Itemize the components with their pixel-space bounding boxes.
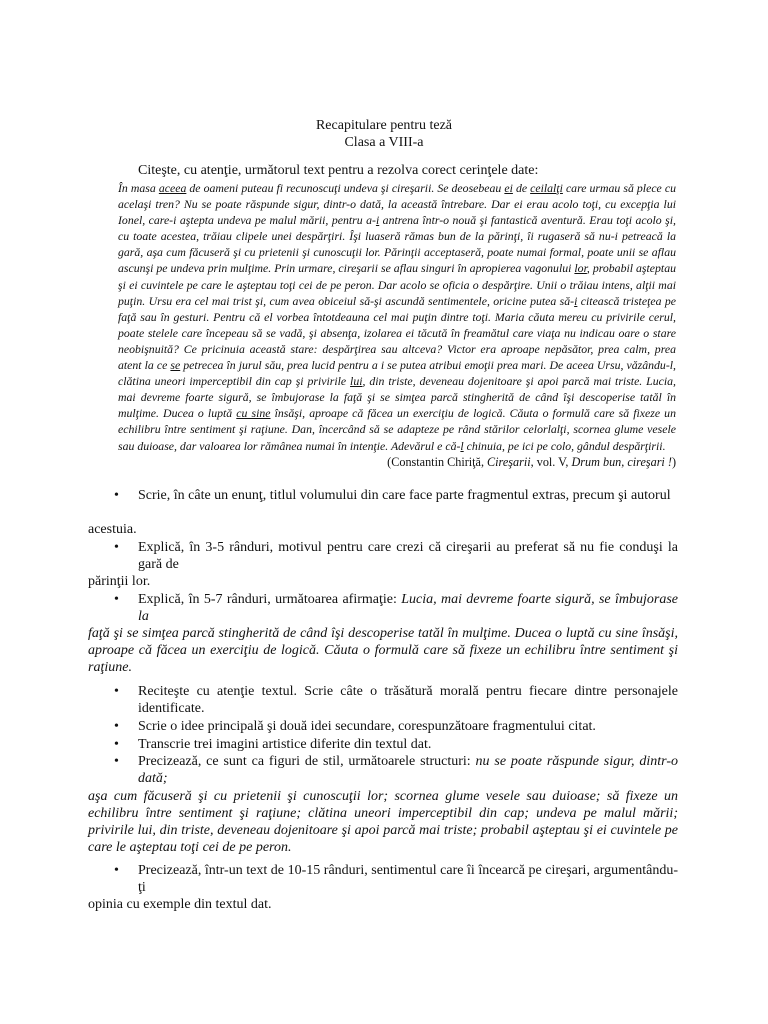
passage-text: antrena într-o nouă şi fantastică aventură. Erau toţi acolo şi, cu toate acestea, trăiau clipele unei despărţiri. Îşi luaseră rămas bun de la părinţi, îi rugaseră să nu-i petreacă la gară, aşa cum făcuseră şi cu prietenii şi cunoscuţii lor. Părinţii acceptaseră, poate numai formal, poate unii se aflau ascunşi pe undeva prin mulţime. Prin urmare, cireşarii se aflau singuri în apropierea vagonului — [118, 213, 676, 276]
bullet-icon: • — [114, 754, 119, 769]
underlined-word: i — [574, 293, 578, 308]
passage-text: de — [512, 181, 531, 195]
bullet-icon: • — [114, 737, 119, 752]
question-3-text: Explică, în 5-7 rânduri, următoarea afirmaţie: — [138, 592, 402, 607]
bullet-icon: • — [114, 540, 119, 555]
question-5: Scrie o idee principală şi două idei secundare, corespunzătoare fragmentului citat. — [138, 719, 596, 734]
question-2-line: Explică, în 3-5 rânduri, motivul pentru care crezi că cireşarii au preferat să nu fie conduşi la gară de — [138, 540, 678, 572]
document-subtitle: Clasa a VIII-a — [344, 135, 424, 150]
question-7-line — [138, 753, 678, 787]
question-4: Reciteşte cu atenţie textul. Scrie câte o trăsătură morală pentru fiecare dintre personajele identificate. — [138, 684, 678, 716]
attribution-end: ) — [671, 455, 676, 469]
underlined-word: l — [460, 438, 464, 453]
question-3-quote: Lucia, mai devreme foarte sigură, se îmbujorase la — [138, 592, 678, 624]
question-8-line: Precizează, într-un text de 10-15 rânduri, sentimentul care îi încearcă pe cireşari, argumentându-ţi — [138, 863, 678, 895]
passage-text: însăşi, aproape că făcea un exerciţiu de logică. Căuta o formulă care să fixeze un echilibru între sentiment şi raţiune. Dan, încercând să se adapteze pe rând stărilor celorlalţi, scornea glume vesele sau duioase, dar valoarea lor rămânea numai în intenţie. Adevărul e că- — [118, 406, 676, 453]
underlined-word: ceilalţi — [530, 181, 563, 195]
question-2-continuation: părinţii lor. — [88, 574, 151, 589]
passage-text: petrecea în jurul său, prea lucid pentru a i se putea atribui emoţii prea mari. De aceea Ursu, văzându-l, clătina uneori imperceptibil din cap şi privirile — [118, 358, 676, 389]
intro-instruction: Citeşte, cu atenţie, următorul text pentru a rezolva corect cerinţele date: — [138, 163, 539, 178]
passage-text: În masa — [118, 181, 159, 195]
passage-text: , probabil aşteptau şi ei cuvintele pe care le aşteptau toţi cei de pe peron. Dar acolo se oficia o despărţire. Unii o trăiau intens, alţii mai puţin. Ursu era cel mai trist şi, cum avea obiceiul să-şi ascundă sentimentele, oricine putea să- — [118, 261, 677, 308]
question-7-quote: nu se poate răspunde sigur, dintr-o dată; — [138, 754, 678, 786]
question-8-continuation: opinia cu exemple din textul dat. — [88, 897, 272, 912]
passage-text: de oameni puteau fi recunoscuţi undeva şi cireşarii. Se deosebeau — [186, 181, 505, 195]
question-7-quote-continuation: aşa cum făcuseră şi cu prietenii şi cunoscuţii lor; scornea glume vesele sau duioase; să fixeze un echilibru între sentiment şi raţiune; clătina uneori imperceptibil din cap; undeva pe malul mării; privirile lui, din triste, deveneau dojenitoare şi apoi parcă mai triste; probabil aşteptau şi ei cuvintele pe care le aşteptau toţi cei de pe peron. — [88, 789, 678, 855]
underlined-word: aceea — [158, 181, 187, 195]
passage-text: , din triste, deveneau dojenitoare şi apoi parcă mai triste. Lucia, mai devreme foarte sigură, se îmbujorase la faţă şi se simţea parcă stingherită de când îşi descoperise tatăl în mulţime. Ducea o luptă — [118, 374, 676, 421]
question-6: Transcrie trei imagini artistice diferite din textul dat. — [138, 737, 432, 752]
bullet-icon: • — [114, 488, 119, 503]
attribution-author: (Constantin Chiriţă, — [387, 455, 488, 469]
question-3-line — [138, 591, 678, 625]
underlined-word: lui — [350, 374, 363, 389]
attribution-book: Drum bun, cireşari ! — [571, 455, 672, 469]
question-1-continuation: acestuia. — [88, 522, 137, 537]
question-7-text: Precizează, ce sunt ca figuri de stil, următoarele structuri: — [138, 754, 476, 769]
underlined-word: ei — [504, 181, 513, 195]
passage-text: citească tristeţea pe faţă sau în gesturi. Pentru că el vorbea întotdeauna cel mai puţin dintre toţi. Maria căuta mereu cu privirile cerul, poate stelele care începeau să se vadă, şi absenţa, izolarea ei tăcută în freamătul care viaţa nu indicau oare o stare neobişnuită? Ce pricinuia această stare: despărţirea sau altceva? Victor era aproape nepăsător, prea calm, prea atent la ce — [118, 293, 677, 373]
underlined-word: i — [375, 213, 380, 228]
document-title: Recapitulare pentru teză — [315, 118, 453, 133]
bullet-icon: • — [114, 719, 119, 734]
underlined-word: se — [170, 358, 181, 373]
attribution-volume: , vol. V, — [530, 455, 572, 469]
attribution-work: Cireşarii — [487, 455, 531, 469]
passage-text: care urmau să plece cu acelaşi tren? Nu se poate răspunde sigur, dintr-o dată, la această întrebare. Dar ei erau acolo toţi, cu excepţia lui Ionel, care-i aştepta undeva pe malul mării, pentru a- — [118, 181, 676, 228]
text-passage — [118, 180, 676, 454]
bullet-icon: • — [114, 684, 119, 699]
bullet-icon: • — [114, 863, 119, 878]
underlined-word: cu sine — [236, 406, 271, 421]
source-attribution — [387, 455, 676, 470]
question-1-line: Scrie, în câte un enunţ, titlul volumului din care face parte fragmentul extras, precum şi autorul — [138, 488, 671, 503]
passage-text: chinuia, pe ici pe colo, gândul despărţirii. — [463, 438, 666, 453]
question-3-quote-continuation: faţă şi se simţea parcă stingherită de când îşi descoperise tatăl în mulţime. Ducea o luptă cu sine însăşi, aproape că făcea un exerciţiu de logică. Căuta o formulă care să fixeze un echilibru între sentiment şi raţiune. — [88, 626, 678, 675]
bullet-icon: • — [114, 592, 119, 607]
underlined-word: lor — [574, 261, 587, 276]
